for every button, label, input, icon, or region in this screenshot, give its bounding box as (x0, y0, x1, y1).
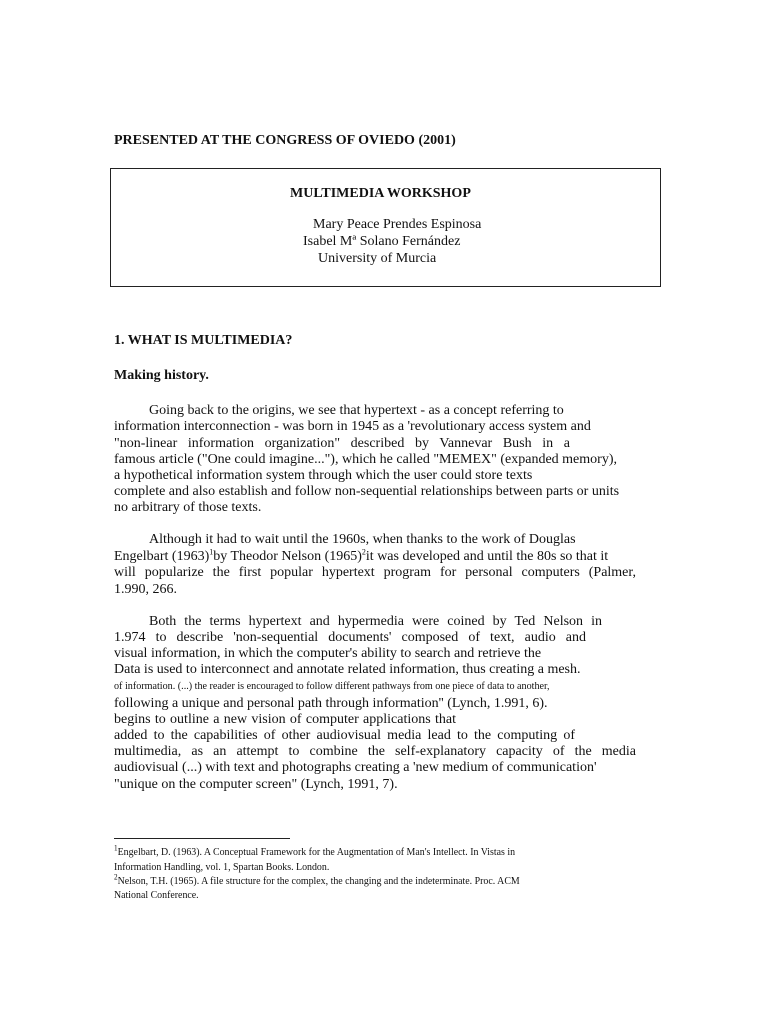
para2-line: 1.990, 266. (114, 582, 177, 597)
footnote-divider (114, 838, 290, 839)
footnote-mark: 1 (114, 843, 118, 853)
para2-line: will popularize the first popular hypertext program for personal computers (Palmer, (114, 565, 636, 580)
para3-line: Both the terms hypertext and hypermedia were coined by Ted Nelson in (149, 614, 602, 629)
footnote-body (114, 845, 515, 859)
para2-text: it was developed and until the 80s so that it (365, 549, 609, 564)
para3-line: "unique on the computer screen" (Lynch, 1991, 7). (114, 777, 398, 792)
footnote (114, 860, 353, 874)
subheading: Making history. (114, 368, 209, 383)
author-1: Mary Peace Prendes Espinosa (313, 217, 482, 232)
footnote-text: Nelson, T.H. (1965). A file structure for the complex, the changing and the indeterminate. Proc. ACM (117, 875, 520, 887)
para1-line: a hypothetical information system through which the user could store texts (114, 468, 533, 483)
footnote-text: Engelbart, D. (1963). A Conceptual Framework for the Augmentation of Man's Intellect. In Vistas in (117, 846, 516, 858)
presented-heading: PRESENTED AT THE CONGRESS OF OVIEDO (2001) (114, 133, 456, 148)
para1-line: "non-linear information organization" described by Vannevar Bush in a (114, 436, 570, 451)
para1-line: information interconnection - was born in 1945 as a 'revolutionary access system and (114, 419, 591, 434)
footnote (114, 888, 208, 902)
para1-line: famous article ("One could imagine..."), which he called "MEMEX" (expanded memory), (114, 452, 617, 467)
para3-line: Data is used to interconnect and annotate related information, thus creating a mesh. (114, 662, 581, 677)
para3-line: multimedia, as an attempt to combine the self-explanatory capacity of the media (114, 744, 636, 759)
para3-line: audiovisual (...) with text and photographs creating a 'new medium of communication' (114, 760, 597, 775)
footnote-mark: 2 (114, 872, 118, 882)
para2-line (114, 549, 608, 565)
footnote-ref: 2 (361, 547, 366, 557)
footnote-body (114, 874, 520, 888)
para3-line: visual information, in which the computer's ability to search and retrieve the (114, 646, 542, 661)
affiliation: University of Murcia (318, 251, 437, 266)
para3-small-text: of information. (...) the reader is encouraged to follow different pathways from one piece of data to another, (114, 680, 550, 692)
para1-line: Going back to the origins, we see that hypertext - as a concept referring to (149, 403, 564, 418)
workshop-title: MULTIMEDIA WORKSHOP (290, 186, 471, 201)
section-heading: 1. WHAT IS MULTIMEDIA? (114, 333, 293, 348)
author-2: Isabel Mª Solano Fernández (303, 234, 461, 249)
para3-line: following a unique and personal path through information'' (Lynch, 1.991, 6). (114, 696, 548, 711)
para1-line: no arbitrary of those texts. (114, 500, 262, 515)
para2-text: by Theodor Nelson (1965) (213, 549, 362, 564)
footnote (114, 845, 560, 859)
para3-line (114, 679, 587, 693)
footnote-text: Information Handling, vol. 1, Spartan Books. London. (114, 861, 330, 873)
para1-line: complete and also establish and follow non-sequential relationships between parts or units (114, 484, 620, 499)
para3-line: 1.974 to describe 'non-sequential documents' composed of text, audio and (114, 630, 586, 645)
para3-line: added to the capabilities of other audiovisual media lead to the computing of (114, 728, 575, 743)
para2-line: Although it had to wait until the 1960s, when thanks to the work of Douglas (149, 532, 576, 547)
footnote-text: National Conference. (114, 889, 199, 901)
para3-line: begins to outline a new vision of computer applications that (114, 712, 456, 727)
para2-text: Engelbart (1963) (114, 549, 210, 564)
footnote (114, 874, 565, 888)
footnote-ref: 1 (209, 547, 214, 557)
